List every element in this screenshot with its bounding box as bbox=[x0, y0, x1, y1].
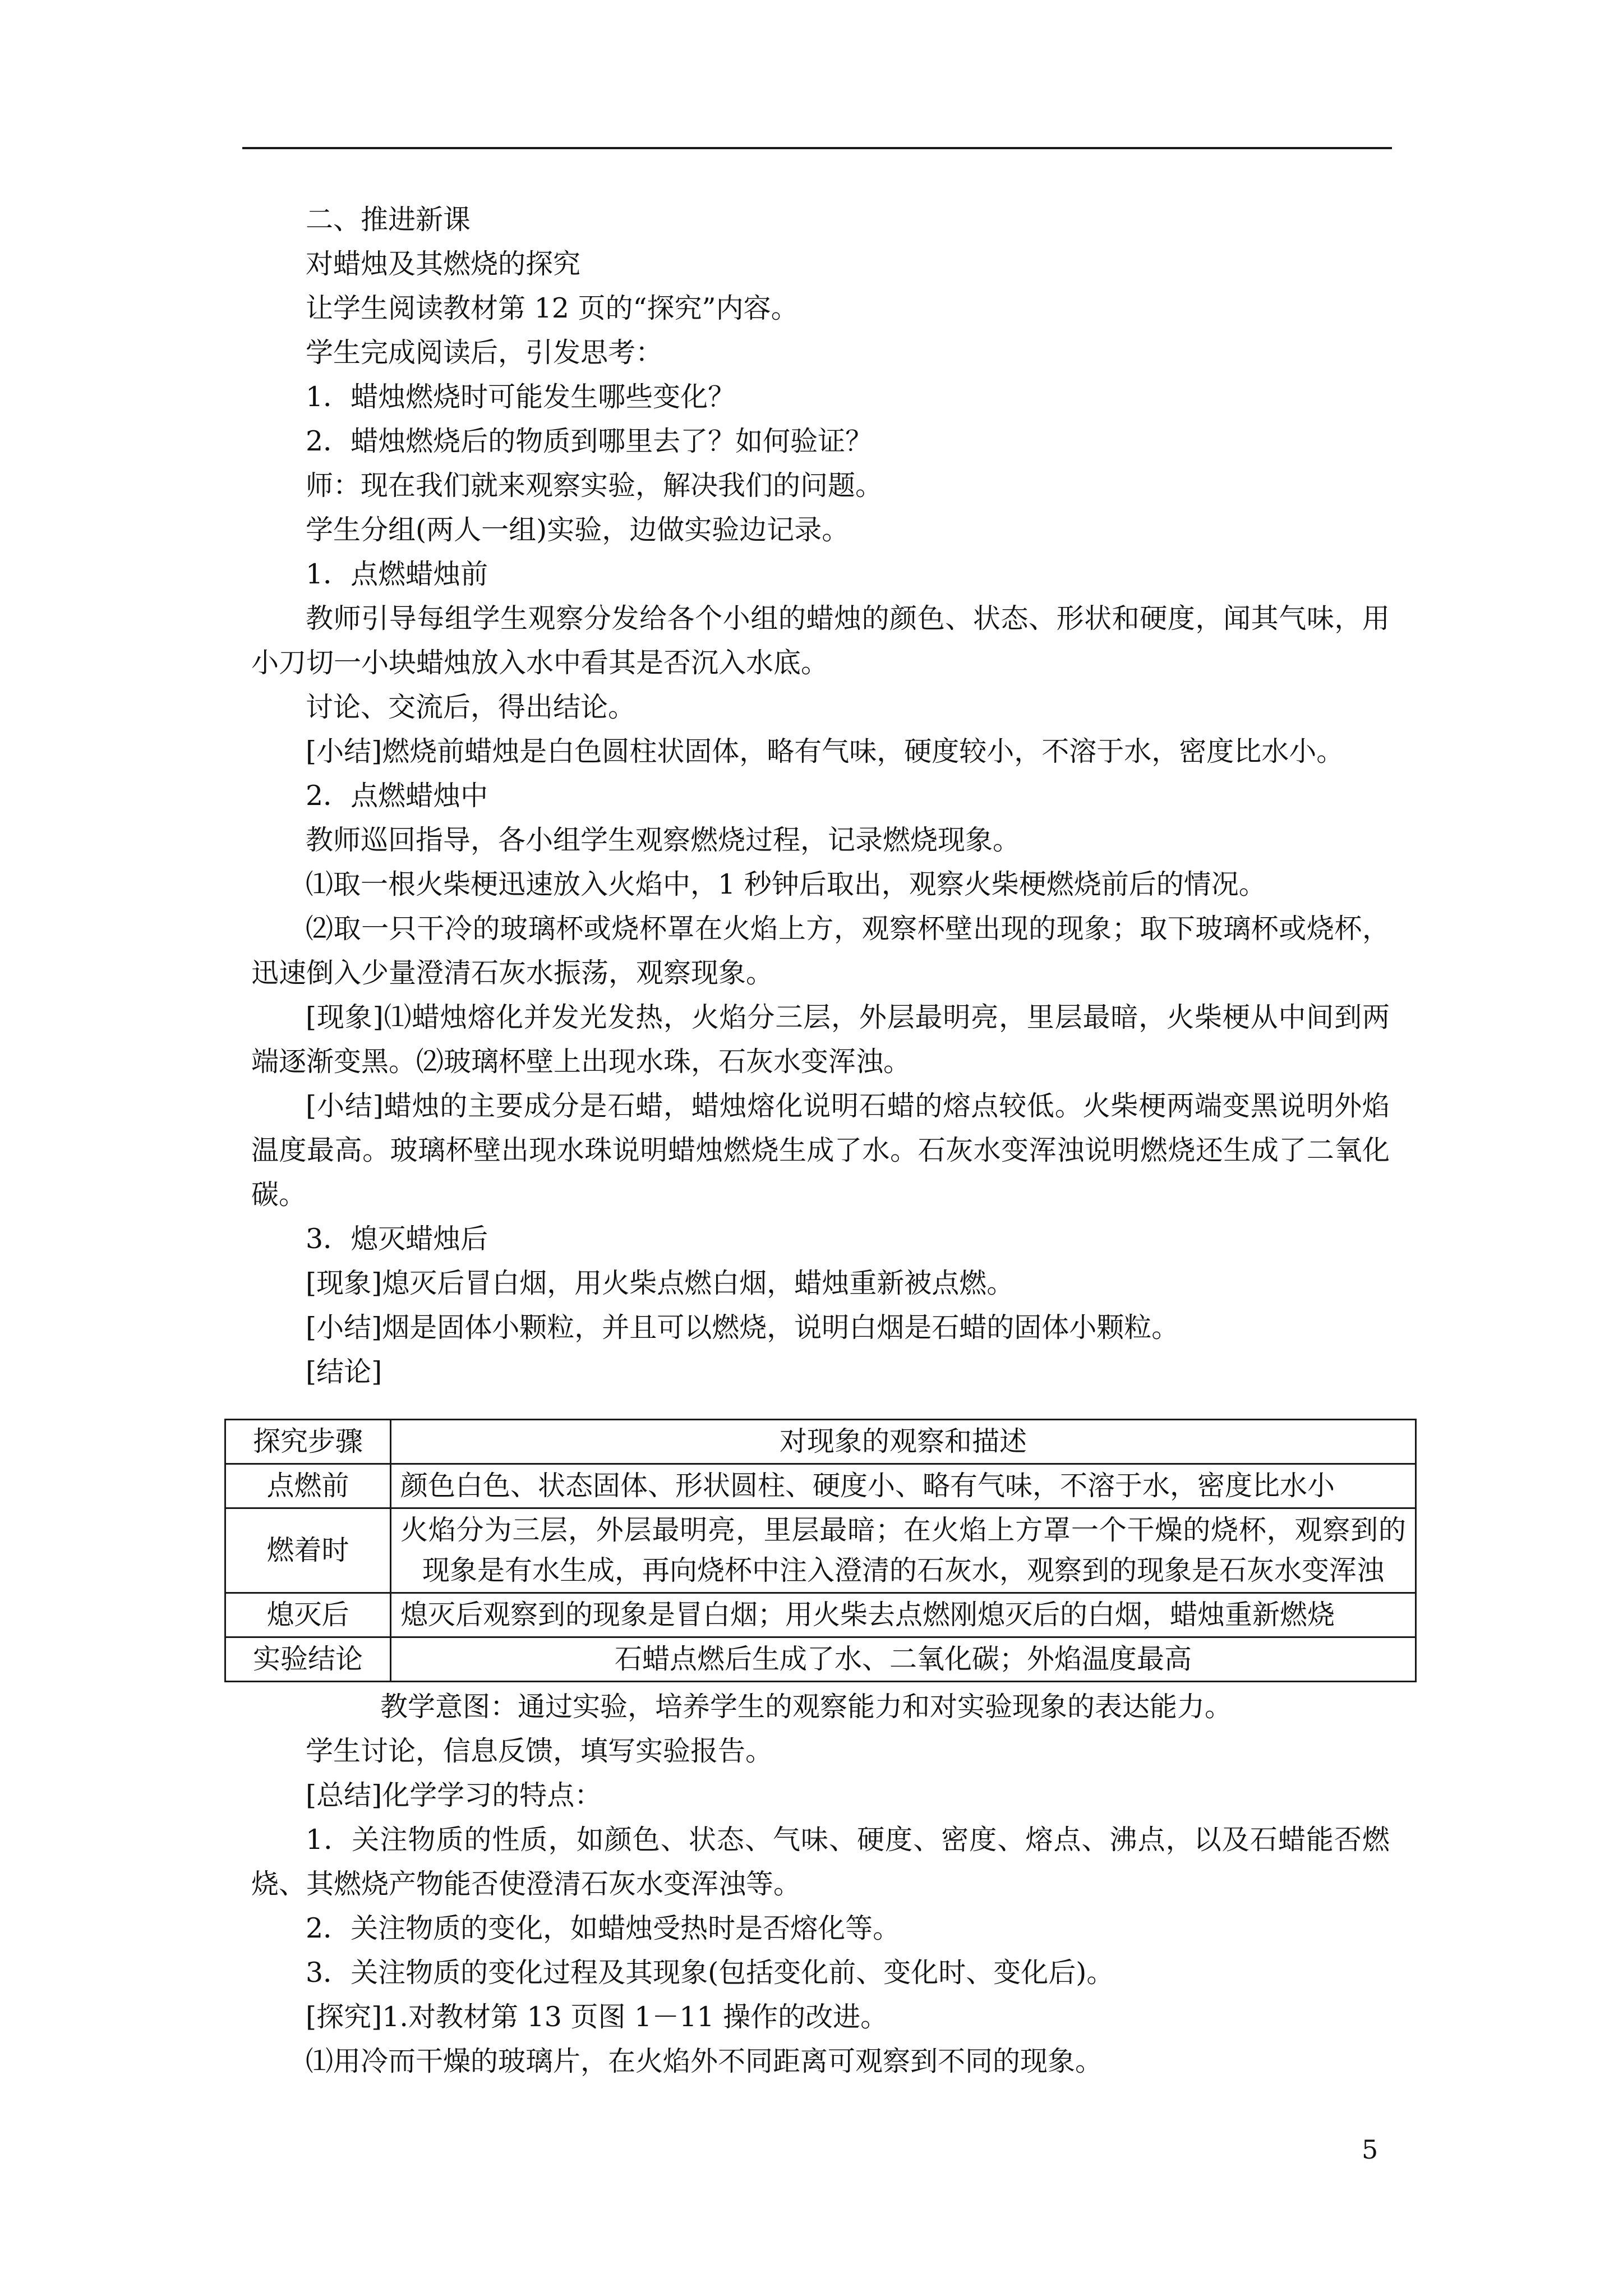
paragraph: ⑴取一根火柴梗迅速放入火焰中，1 秒钟后取出，观察火柴梗燃烧前后的情况。 bbox=[306, 868, 1266, 900]
paragraph: 让学生阅读教材第 12 页的“探究”内容。 bbox=[306, 292, 799, 324]
summary-note: [小结]蜡烛的主要成分是石蜡，蜡烛熔化说明石蜡的熔点较低。火柴梗两端变黑说明外焰温度最高。玻璃杯壁出现水珠说明蜡烛燃烧生成了水。石灰水变浑浊说明燃烧还生成了二氧化碳。 bbox=[251, 1090, 1390, 1211]
table-cell-description: 颜色白色、状态固体、形状圆柱、硬度小、略有气味，不溶于水，密度比水小 bbox=[391, 1464, 1416, 1508]
section-heading: 二、推进新课 bbox=[306, 204, 471, 236]
table-cell-description: 石蜡点燃后生成了水、二氧化碳；外焰温度最高 bbox=[391, 1637, 1416, 1682]
paragraph: 师：现在我们就来观察实验，解决我们的问题。 bbox=[306, 470, 883, 501]
inquiry-heading: [探究]1.对教材第 13 页图 1－11 操作的改进。 bbox=[306, 2001, 888, 2033]
topic-title: 对蜡烛及其燃烧的探究 bbox=[306, 248, 581, 280]
table-cell-step: 燃着时 bbox=[225, 1508, 391, 1593]
table-row bbox=[225, 1464, 1416, 1508]
page-body bbox=[251, 197, 1406, 2083]
table-header-cell: 探究步骤 bbox=[225, 1420, 391, 1464]
summary-heading: [总结]化学学习的特点： bbox=[306, 1779, 602, 1811]
table-header-cell: 对现象的观察和描述 bbox=[391, 1420, 1416, 1464]
results-table bbox=[224, 1419, 1417, 1682]
table-cell-step: 熄灭后 bbox=[225, 1593, 391, 1637]
page-number: 5 bbox=[1362, 2134, 1378, 2165]
table-cell-description: 熄灭后观察到的现象是冒白烟；用火柴去点燃刚熄灭后的白烟，蜡烛重新燃烧 bbox=[391, 1593, 1416, 1637]
step-heading: 3．熄灭蜡烛后 bbox=[306, 1223, 488, 1255]
question-item: 2．蜡烛燃烧后的物质到哪里去了？如何验证？ bbox=[306, 425, 873, 457]
question-item: 1．蜡烛燃烧时可能发生哪些变化？ bbox=[306, 381, 736, 413]
paragraph: 教师引导每组学生观察分发给各个小组的蜡烛的颜色、状态、形状和硬度，闻其气味，用小刀切一小块蜡烛放入水中看其是否沉入水底。 bbox=[251, 602, 1390, 679]
table-cell-description: 火焰分为三层，外层最明亮，里层最暗；在火焰上方罩一个干燥的烧杯，观察到的现象是有水生成，再向烧杯中注入澄清的石灰水，观察到的现象是石灰水变浑浊 bbox=[391, 1508, 1416, 1593]
post-table-section bbox=[251, 1685, 1390, 2083]
step-heading: 1．点燃蜡烛前 bbox=[306, 558, 488, 590]
step-heading: 2．点燃蜡烛中 bbox=[306, 780, 488, 812]
paragraph: 学生分组(两人一组)实验，边做实验边记录。 bbox=[306, 514, 850, 546]
header-rule bbox=[242, 147, 1392, 149]
phenomenon-note: [现象]⑴蜡烛熔化并发光发热，火焰分三层，外层最明亮，里层最暗，火柴梗从中间到两端逐渐变黑。⑵玻璃杯壁上出现水珠，石灰水变浑浊。 bbox=[251, 1001, 1390, 1078]
paragraph: ⑴用冷而干燥的玻璃片，在火焰外不同距离可观察到不同的现象。 bbox=[306, 2045, 1103, 2077]
list-item: 2．关注物质的变化，如蜡烛受热时是否熔化等。 bbox=[306, 1912, 901, 1944]
paragraph: ⑵取一只干冷的玻璃杯或烧杯罩在火焰上方，观察杯壁出现的现象；取下玻璃杯或烧杯，迅速倒入少量澄清石灰水振荡，观察现象。 bbox=[251, 913, 1390, 989]
list-item: 3．关注物质的变化过程及其现象(包括变化前、变化时、变化后)。 bbox=[306, 1957, 1114, 1989]
table-row bbox=[225, 1637, 1416, 1682]
list-item: 1．关注物质的性质，如颜色、状态、气味、硬度、密度、熔点、沸点，以及石蜡能否燃烧、其燃烧产物能否使澄清石灰水变浑浊等。 bbox=[251, 1824, 1390, 1900]
table-row bbox=[225, 1593, 1416, 1637]
phenomenon-note: [现象]熄灭后冒白烟，用火柴点燃白烟，蜡烛重新被点燃。 bbox=[306, 1267, 1015, 1299]
results-table-wrapper bbox=[224, 1419, 1417, 1682]
table-row bbox=[225, 1508, 1416, 1593]
teaching-intent: 教学意图：通过实验，培养学生的观察能力和对实验现象的表达能力。 bbox=[380, 1691, 1233, 1723]
paragraph: 学生讨论，信息反馈，填写实验报告。 bbox=[306, 1735, 773, 1767]
table-header-row bbox=[225, 1420, 1416, 1464]
table-cell-step: 点燃前 bbox=[225, 1464, 391, 1508]
paragraph: 教师巡回指导，各小组学生观察燃烧过程，记录燃烧现象。 bbox=[306, 824, 1021, 856]
paragraph: 学生完成阅读后，引发思考： bbox=[306, 337, 663, 369]
conclusion-label: [结论] bbox=[306, 1356, 382, 1388]
summary-note: [小结]燃烧前蜡烛是白色圆柱状固体，略有气味，硬度较小，不溶于水，密度比水小。 bbox=[306, 735, 1344, 767]
summary-note: [小结]烟是固体小颗粒，并且可以燃烧，说明白烟是石蜡的固体小颗粒。 bbox=[306, 1312, 1179, 1343]
table-cell-step: 实验结论 bbox=[225, 1637, 391, 1682]
paragraph: 讨论、交流后，得出结论。 bbox=[306, 691, 636, 723]
